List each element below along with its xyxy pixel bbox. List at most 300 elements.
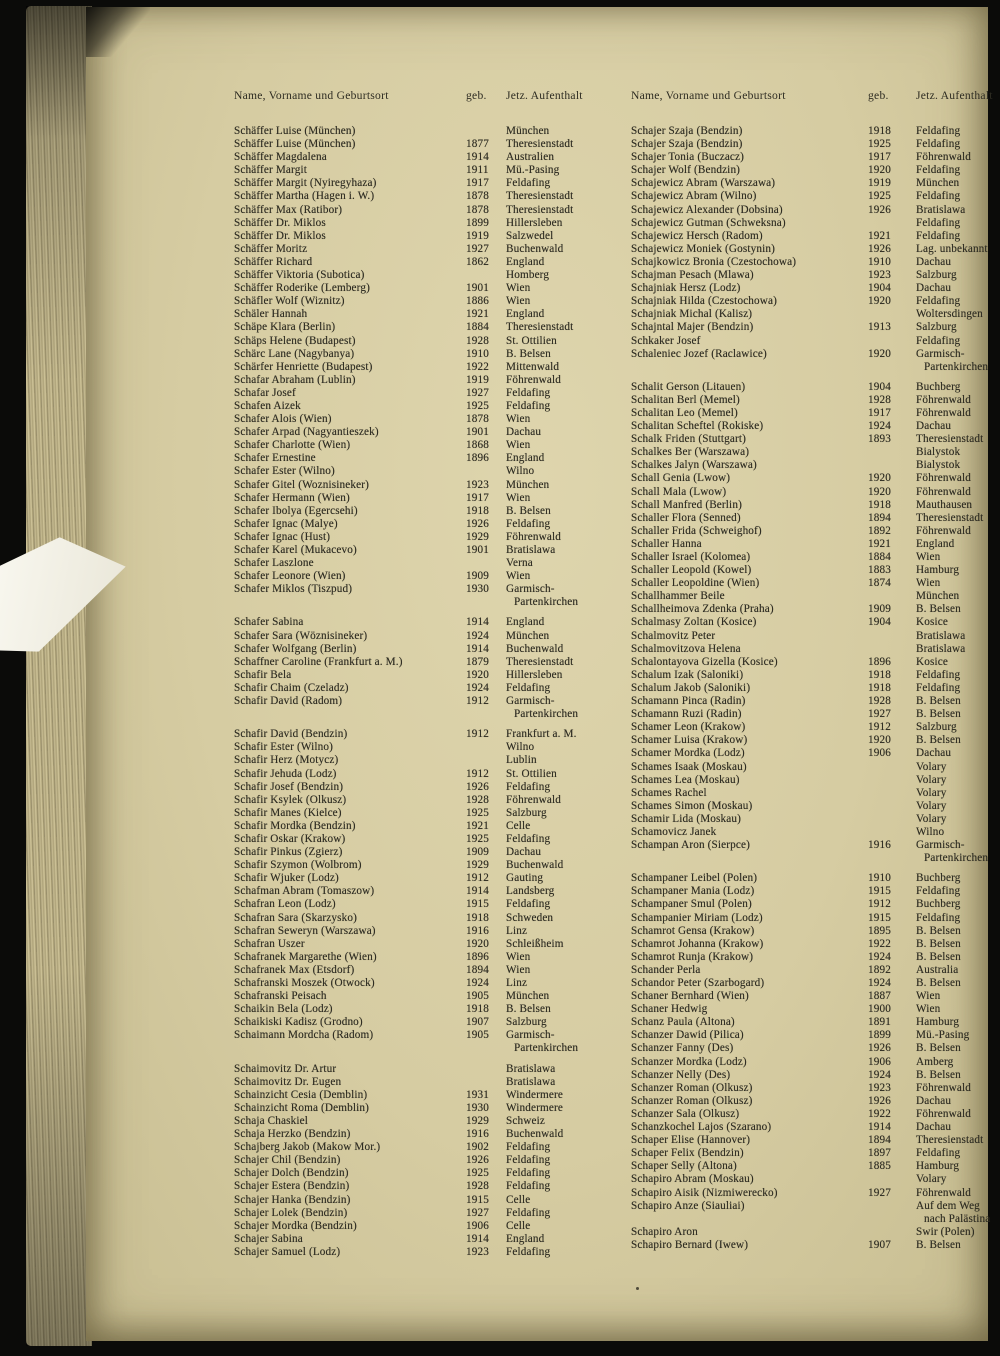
entry-row bbox=[234, 630, 626, 643]
entry-row bbox=[631, 217, 1000, 230]
entry-born: 1915 bbox=[868, 885, 891, 898]
entry-name: Schajer Wolf (Bendzin) bbox=[631, 164, 741, 177]
entry-born: 1901 bbox=[466, 544, 489, 556]
entry-name: Schamovicz Janek bbox=[631, 825, 717, 838]
entry-residence: Wien bbox=[506, 413, 531, 426]
entry-born: 1923 bbox=[466, 1245, 489, 1258]
entry-born: 1891 bbox=[868, 1016, 891, 1029]
entry-born: 1887 bbox=[868, 990, 891, 1003]
entry-name: Schames Isaak (Moskau) bbox=[631, 760, 747, 773]
entry-name: Schäffer Moritz bbox=[234, 242, 308, 255]
entry-name: Schajer Samuel (Lodz) bbox=[234, 1245, 341, 1258]
entry-row bbox=[631, 499, 1000, 512]
entry-residence: Salzburg bbox=[506, 806, 547, 819]
entry-row bbox=[631, 813, 1000, 826]
entry-residence: B. Belsen bbox=[916, 924, 961, 937]
entry-name: Schäffer Luise (München) bbox=[234, 138, 356, 151]
entry-born: 1914 bbox=[466, 1232, 489, 1245]
entry-name: Schafar Abraham (Lublin) bbox=[234, 373, 356, 386]
entry-born: 1926 bbox=[868, 1094, 891, 1107]
entry-row bbox=[234, 1115, 626, 1128]
entry-name: Schaimann Mordcha (Radom) bbox=[234, 1029, 374, 1042]
book-page bbox=[86, 7, 993, 1341]
entry-residence: Bratislawa bbox=[506, 544, 556, 556]
entry-name: Schampanier Miriam (Lodz) bbox=[631, 911, 763, 924]
entry-row bbox=[631, 348, 1000, 361]
entry-name: Schafir Bela bbox=[234, 668, 292, 681]
entry-row bbox=[234, 505, 626, 518]
entry-row bbox=[234, 912, 626, 925]
entry-row bbox=[234, 256, 626, 269]
entry-born: 1922 bbox=[868, 937, 891, 950]
entry-name: Schamrot Gensa (Krakow) bbox=[631, 924, 755, 937]
entry-born: 1886 bbox=[466, 295, 489, 308]
entry-residence: Volary bbox=[916, 799, 947, 812]
entry-row bbox=[234, 990, 626, 1003]
entry-residence: Verna bbox=[506, 557, 533, 570]
entry-row bbox=[234, 204, 626, 217]
entry-residence: Buchenwald bbox=[506, 1128, 564, 1141]
entry-born: 1892 bbox=[868, 524, 891, 537]
entry-row bbox=[234, 1246, 626, 1259]
entry-name: Schall Manfred (Berlin) bbox=[631, 498, 742, 511]
entry-name: Schaller Leopold (Kowel) bbox=[631, 564, 752, 577]
entry-born: 1877 bbox=[466, 138, 489, 151]
entry-residence: Feldafing bbox=[916, 885, 961, 898]
entry-residence: Dachau bbox=[916, 1094, 952, 1107]
entry-born: 1896 bbox=[466, 452, 489, 465]
entry-name: Schandor Peter (Szarbogard) bbox=[631, 977, 765, 989]
entry-name: Schampaner Smul (Polen) bbox=[631, 898, 752, 911]
entry-name: Schafran Seweryn (Warszawa) bbox=[234, 924, 376, 937]
entry-name: Schafer Sara (Wöznisineker) bbox=[234, 629, 368, 642]
entry-name: Schaja Herzko (Bendzin) bbox=[234, 1128, 351, 1141]
entry-row bbox=[631, 964, 1000, 977]
entry-name: Schajman Pesach (Mlawa) bbox=[631, 269, 754, 282]
entry-name: Schafer Laszlone bbox=[234, 557, 314, 570]
entry-name: Schapiro Abram (Moskau) bbox=[631, 1173, 754, 1186]
entry-born: 1884 bbox=[466, 321, 489, 334]
entry-name: Schalitan Scheftel (Rokiske) bbox=[631, 420, 764, 433]
entry-name: Schajewicz Moniek (Gostynin) bbox=[631, 242, 776, 255]
entry-residence: Feldafing bbox=[506, 386, 551, 399]
entry-born: 1927 bbox=[868, 1186, 891, 1199]
header-residence-label: Jetz. Aufenthalt bbox=[506, 89, 583, 102]
header-born-label: geb. bbox=[466, 89, 487, 102]
entry-residence: B. Belsen bbox=[916, 950, 961, 963]
entry-residence: Feldafing bbox=[916, 1147, 961, 1160]
entry-name: Schafir Wjuker (Lodz) bbox=[234, 872, 339, 885]
entry-name: Schafir Ksylek (Olkusz) bbox=[234, 793, 347, 806]
entry-name: Schanzer Nelly (Des) bbox=[631, 1068, 731, 1081]
entry-born: 1907 bbox=[466, 1016, 489, 1029]
entry-born: 1918 bbox=[868, 681, 891, 694]
entry-residence: Bratislawa bbox=[916, 629, 966, 642]
entry-residence: B. Belsen bbox=[506, 347, 551, 360]
entry-name: Schafen Aizek bbox=[234, 399, 301, 412]
entry-residence: Salzburg bbox=[916, 321, 957, 334]
entry-born: 1927 bbox=[466, 242, 489, 255]
entry-row bbox=[631, 925, 1000, 938]
entry-name: Schajewicz Hersch (Radom) bbox=[631, 229, 763, 242]
entry-name: Schafir David (Bendzin) bbox=[234, 728, 348, 741]
entry-residence: Feldafing bbox=[916, 216, 961, 229]
entry-residence: Partenkirchen bbox=[924, 360, 989, 373]
entry-born: 1910 bbox=[868, 255, 891, 268]
entry-row bbox=[631, 643, 1000, 656]
entry-residence: Australien bbox=[506, 151, 555, 164]
entry-row bbox=[234, 781, 626, 794]
entry-residence: Föhrenwald bbox=[916, 151, 971, 164]
entry-name: Schanzer Roman (Olkusz) bbox=[631, 1081, 753, 1094]
entry-born: 1896 bbox=[466, 950, 489, 963]
entry-born: 1925 bbox=[466, 832, 489, 845]
entry-born: 1920 bbox=[868, 164, 891, 177]
header-name-label: Name, Vorname und Geburtsort bbox=[234, 89, 389, 102]
entry-row bbox=[234, 695, 626, 708]
entry-born: 1919 bbox=[868, 177, 891, 190]
entry-residence: München bbox=[506, 629, 550, 642]
entry-residence: Linz bbox=[506, 924, 528, 937]
entry-born: 1924 bbox=[868, 977, 891, 989]
entry-born: 1926 bbox=[466, 780, 489, 793]
entry-residence: Feldafing bbox=[506, 832, 551, 845]
entry-residence: Feldafing bbox=[506, 1167, 551, 1180]
entry-residence: Celle bbox=[506, 1219, 531, 1232]
entry-row bbox=[631, 164, 1000, 177]
entry-born: 1885 bbox=[868, 1160, 891, 1173]
entry-row bbox=[234, 1089, 626, 1102]
entry-row bbox=[234, 531, 626, 544]
entry-born: 1928 bbox=[466, 1180, 489, 1193]
entry-name: Schafer Wolfgang (Berlin) bbox=[234, 642, 357, 655]
entry-name: Schafir Mordka (Bendzin) bbox=[234, 819, 356, 832]
entry-born: 1931 bbox=[466, 1088, 489, 1101]
entry-row bbox=[631, 433, 1000, 446]
entry-born: 1921 bbox=[466, 819, 489, 832]
entry-residence: Buchenwald bbox=[506, 642, 564, 655]
entry-born: 1925 bbox=[466, 1167, 489, 1180]
entry-born: 1915 bbox=[466, 898, 489, 911]
entry-residence: Feldafing bbox=[506, 780, 551, 793]
entry-row bbox=[631, 787, 1000, 800]
entry-row bbox=[631, 486, 1000, 499]
entry-name: Schalmovitzova Helena bbox=[631, 642, 741, 655]
entry-name: Schajewicz Abram (Wilno) bbox=[631, 190, 757, 203]
entry-name: Schampan Aron (Sierpce) bbox=[631, 839, 751, 852]
entry-residence: Garmisch- bbox=[506, 1029, 555, 1042]
entry-row bbox=[234, 708, 626, 721]
entry-row bbox=[631, 1121, 1000, 1134]
entry-row bbox=[631, 446, 1000, 459]
entry-row bbox=[631, 990, 1000, 1003]
entry-residence: Hillersleben bbox=[506, 216, 563, 229]
entry-born: 1912 bbox=[466, 695, 489, 708]
entry-born: 1912 bbox=[868, 898, 891, 911]
entry-born: 1929 bbox=[466, 1114, 489, 1127]
entry-row bbox=[234, 439, 626, 452]
entry-born: 1904 bbox=[868, 616, 891, 629]
entry-row bbox=[631, 852, 1000, 865]
entry-row bbox=[234, 308, 626, 321]
entry-row bbox=[234, 465, 626, 478]
entry-residence: Wien bbox=[506, 963, 531, 976]
entry-born: 1921 bbox=[868, 537, 891, 550]
entry-born: 1894 bbox=[868, 1134, 891, 1147]
entry-name: Schapiro Bernard (Iwew) bbox=[631, 1238, 749, 1251]
entry-row bbox=[234, 190, 626, 203]
entry-row bbox=[631, 1200, 1000, 1213]
entry-name: Schajer Sabina bbox=[234, 1232, 303, 1245]
entry-name: Schafer Gitel (Woznisineker) bbox=[234, 478, 370, 491]
entry-born: 1923 bbox=[868, 1081, 891, 1094]
entry-residence: Feldafing bbox=[916, 681, 961, 694]
entry-name: Schajer Szaja (Bendzin) bbox=[631, 125, 743, 137]
entry-name: Schaper Felix (Bendzin) bbox=[631, 1147, 744, 1160]
entry-name: Schäffer Margit (Nyiregyhaza) bbox=[234, 177, 377, 190]
entry-residence: B. Belsen bbox=[506, 504, 551, 517]
entry-row bbox=[631, 1029, 1000, 1042]
entry-residence: England bbox=[506, 308, 545, 321]
entry-name: Schajer Lolek (Bendzin) bbox=[234, 1206, 348, 1219]
ink-speck bbox=[636, 1287, 639, 1290]
entry-born: 1919 bbox=[466, 373, 489, 386]
entry-name: Schafer Charlotte (Wien) bbox=[234, 439, 351, 452]
entry-name: Schärc Lane (Nagybanya) bbox=[234, 347, 355, 360]
entry-born: 1924 bbox=[466, 977, 489, 989]
entry-residence: Wien bbox=[506, 950, 531, 963]
entry-born: 1918 bbox=[868, 668, 891, 681]
entry-residence: Feldafing bbox=[506, 399, 551, 412]
entry-born: 1928 bbox=[868, 695, 891, 708]
entry-name: Schajer Chil (Bendzin) bbox=[234, 1154, 341, 1167]
entry-residence: Dachau bbox=[916, 282, 952, 295]
entry-row bbox=[631, 708, 1000, 721]
entry-residence: B. Belsen bbox=[916, 1042, 961, 1055]
entry-row bbox=[631, 177, 1000, 190]
entry-residence: St. Ottilien bbox=[506, 334, 557, 347]
entry-residence: Dachau bbox=[916, 747, 952, 760]
entry-row bbox=[631, 761, 1000, 774]
entry-name: Schamer Luisa (Krakow) bbox=[631, 734, 748, 747]
entry-born: 1910 bbox=[868, 872, 891, 885]
entry-born: 1924 bbox=[466, 681, 489, 694]
entry-row bbox=[234, 833, 626, 846]
entry-residence: B. Belsen bbox=[916, 1068, 961, 1081]
entry-name: Schafer Miklos (Tiszpud) bbox=[234, 583, 353, 596]
entry-residence: Windermere bbox=[506, 1101, 563, 1114]
entry-row bbox=[631, 839, 1000, 852]
entry-residence: Feldafing bbox=[506, 177, 551, 190]
entry-residence: Volary bbox=[916, 1173, 947, 1186]
entry-row bbox=[631, 459, 1000, 472]
entry-name: Schampaner Leibel (Polen) bbox=[631, 872, 758, 885]
entry-row bbox=[234, 400, 626, 413]
entry-residence: B. Belsen bbox=[916, 977, 961, 989]
entry-name: Schafer Hermann (Wien) bbox=[234, 491, 350, 504]
entry-residence: Mü.-Pasing bbox=[506, 164, 560, 177]
entry-born: 1906 bbox=[466, 1219, 489, 1232]
entry-residence: Partenkirchen bbox=[924, 852, 989, 865]
entry-born: 1896 bbox=[868, 655, 891, 668]
entry-residence: München bbox=[506, 125, 550, 137]
entry-name: Schaffner Caroline (Frankfurt a. M.) bbox=[234, 655, 403, 668]
entry-born: 1926 bbox=[868, 1042, 891, 1055]
entry-residence: Linz bbox=[506, 977, 528, 989]
entry-row bbox=[631, 394, 1000, 407]
entry-name: Schalmasy Zoltan (Kosice) bbox=[631, 616, 757, 629]
entry-residence: Partenkirchen bbox=[514, 708, 579, 721]
entry-born: 1909 bbox=[868, 603, 891, 616]
entry-residence: Feldafing bbox=[916, 229, 961, 242]
header-born-label: geb. bbox=[868, 89, 889, 102]
entry-name: Schafer Ignac (Hust) bbox=[234, 530, 331, 543]
entry-born: 1918 bbox=[868, 125, 891, 137]
entry-row bbox=[234, 243, 626, 256]
column-header bbox=[631, 89, 1000, 103]
entry-born: 1912 bbox=[466, 767, 489, 780]
entry-name: Schafran Uszer bbox=[234, 937, 305, 950]
entry-born: 1929 bbox=[466, 530, 489, 543]
entry-name: Schaller Frida (Schweighof) bbox=[631, 524, 762, 537]
entry-row bbox=[631, 826, 1000, 839]
entry-row bbox=[234, 1141, 626, 1154]
entry-name: Schapiro Aisik (Nizmiwerecko) bbox=[631, 1186, 778, 1199]
entry-residence: Bratislawa bbox=[506, 1075, 556, 1088]
entry-name: Schäffer Richard bbox=[234, 255, 313, 268]
entry-row bbox=[234, 643, 626, 656]
entry-born: 1930 bbox=[466, 583, 489, 596]
entry-residence: Volary bbox=[916, 786, 947, 799]
entry-row bbox=[631, 977, 1000, 990]
entry-residence: Wien bbox=[916, 577, 941, 590]
entry-name: Schajer Mordka (Bendzin) bbox=[234, 1219, 357, 1232]
entry-row bbox=[234, 217, 626, 230]
entry-name: Schames Lea (Moskau) bbox=[631, 773, 740, 786]
entry-residence: Föhrenwald bbox=[916, 1081, 971, 1094]
entry-residence: Feldafing bbox=[506, 1206, 551, 1219]
row-gap bbox=[234, 1056, 626, 1063]
entry-row bbox=[234, 794, 626, 807]
entry-born: 1909 bbox=[466, 570, 489, 583]
entry-row bbox=[234, 1042, 626, 1055]
entry-residence: Kosice bbox=[916, 655, 948, 668]
entry-row bbox=[631, 656, 1000, 669]
entry-born: 1914 bbox=[466, 642, 489, 655]
entry-row bbox=[234, 583, 626, 596]
entry-residence: Theresienstadt bbox=[506, 321, 574, 334]
entry-name: Schafer Sabina bbox=[234, 616, 304, 629]
entry-name: Schajniak Hilda (Czestochowa) bbox=[631, 295, 778, 308]
entry-residence: München bbox=[916, 177, 960, 190]
entry-residence: Mittenwald bbox=[506, 360, 560, 373]
entry-row bbox=[234, 741, 626, 754]
entry-row bbox=[234, 570, 626, 583]
entry-name: Schäffer Dr. Miklos bbox=[234, 229, 326, 242]
entry-row bbox=[631, 695, 1000, 708]
entry-row bbox=[234, 348, 626, 361]
entry-row bbox=[631, 1239, 1000, 1252]
entry-row bbox=[234, 269, 626, 282]
entry-born: 1917 bbox=[466, 177, 489, 190]
entry-row bbox=[234, 898, 626, 911]
entry-name: Schaner Bernhard (Wien) bbox=[631, 990, 749, 1003]
entry-born: 1916 bbox=[868, 839, 891, 852]
left-column bbox=[234, 89, 626, 1259]
entry-residence: B. Belsen bbox=[916, 1238, 961, 1251]
entry-residence: Theresienstadt bbox=[506, 655, 574, 668]
entry-born: 1868 bbox=[466, 439, 489, 452]
entry-residence: Feldafing bbox=[506, 1154, 551, 1167]
entry-born: 1904 bbox=[868, 282, 891, 295]
entry-residence: Dachau bbox=[506, 846, 542, 859]
entry-born: 1926 bbox=[868, 242, 891, 255]
entry-row bbox=[234, 492, 626, 505]
entry-row bbox=[631, 721, 1000, 734]
entry-born: 1917 bbox=[868, 151, 891, 164]
entry-residence: Feldafing bbox=[916, 334, 961, 347]
entry-residence: England bbox=[506, 616, 545, 629]
entry-residence: Wien bbox=[506, 282, 531, 295]
entry-row bbox=[631, 616, 1000, 629]
entry-born: 1878 bbox=[466, 190, 489, 203]
entry-born: 1927 bbox=[868, 708, 891, 721]
entry-name: Schäffer Roderike (Lemberg) bbox=[234, 282, 370, 295]
entry-name: Schamrot Johanna (Krakow) bbox=[631, 937, 764, 950]
entry-name: Schajer Dolch (Bendzin) bbox=[234, 1167, 349, 1180]
entry-name: Schanzer Mordka (Lodz) bbox=[631, 1055, 747, 1068]
entry-residence: Bialystok bbox=[916, 459, 961, 472]
entry-born: 1914 bbox=[466, 616, 489, 629]
entry-row bbox=[631, 590, 1000, 603]
entry-born: 1916 bbox=[466, 924, 489, 937]
entry-residence: Landsberg bbox=[506, 885, 555, 898]
entry-row bbox=[631, 577, 1000, 590]
entry-name: Schafir Josef (Bendzin) bbox=[234, 780, 344, 793]
entry-name: Schafranski Moszek (Otwock) bbox=[234, 977, 375, 989]
entry-name: Schafir Manes (Kielce) bbox=[234, 806, 342, 819]
right-column bbox=[631, 89, 1000, 1252]
entry-row bbox=[631, 256, 1000, 269]
entry-name: Schajer Tonia (Buczacz) bbox=[631, 151, 745, 164]
entry-residence: Wien bbox=[506, 570, 531, 583]
entry-name: Schaller Flora (Senned) bbox=[631, 511, 741, 524]
page-corner-shadow bbox=[86, 7, 150, 57]
entry-born: 1900 bbox=[868, 1003, 891, 1016]
entry-row bbox=[631, 407, 1000, 420]
entry-row bbox=[234, 964, 626, 977]
entry-name: Schajntal Majer (Bendzin) bbox=[631, 321, 754, 334]
entry-row bbox=[234, 1003, 626, 1016]
entry-born: 1924 bbox=[868, 1068, 891, 1081]
entry-name: Schamer Leon (Krakow) bbox=[631, 721, 746, 734]
entry-born: 1878 bbox=[466, 413, 489, 426]
entry-residence: Bialystok bbox=[916, 446, 961, 459]
entry-name: Schafer Arpad (Nagyantieszek) bbox=[234, 426, 379, 439]
entry-name: Schafer Karel (Mukacevo) bbox=[234, 544, 357, 556]
entry-row bbox=[234, 479, 626, 492]
entry-row bbox=[631, 1108, 1000, 1121]
entry-residence: Schweiz bbox=[506, 1114, 545, 1127]
entry-residence: Schleißheim bbox=[506, 937, 564, 950]
entry-born: 1926 bbox=[466, 1154, 489, 1167]
entry-name: Schanzer Fanny (Des) bbox=[631, 1042, 734, 1055]
entry-residence: Gauting bbox=[506, 872, 544, 885]
entry-name: Schalkes Jalyn (Warszawa) bbox=[631, 459, 757, 472]
entry-name: Schaleniec Jozef (Raclawice) bbox=[631, 347, 767, 360]
entry-name: Schaller Leopoldine (Wien) bbox=[631, 577, 760, 590]
entry-row bbox=[631, 1173, 1000, 1186]
